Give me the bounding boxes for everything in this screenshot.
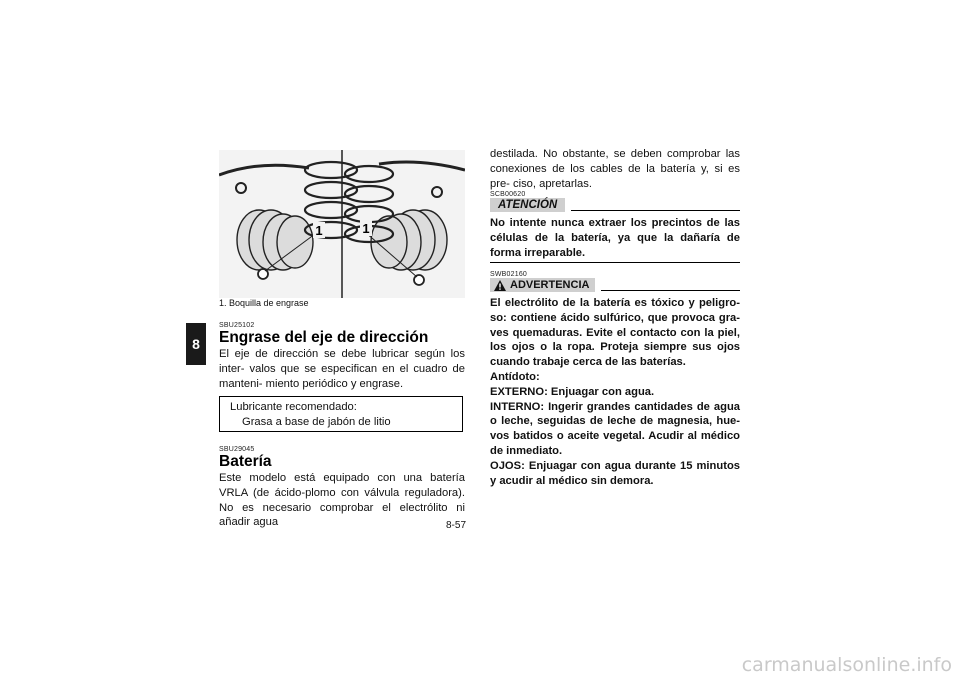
section-body: Este modelo está equipado con una batería VRLA (de ácido-plomo con válvula reguladora). No es necesario comprobar el electrólito ni añadir agua [219,472,465,529]
warning-badge [490,278,595,292]
lubricant-box [219,396,463,432]
lubricant-value: Grasa a base de jabón de litio [242,415,391,428]
watermark[interactable]: carmanualsonline.info [741,654,952,676]
steering-section [219,322,465,391]
caution-rule [571,210,740,211]
warning-text: El electrólito de la batería es tóxico y peligro- so: contiene ácido sulfúrico, que provoca gra- ves quemaduras. Evite el contacto con la piel, los ojos o la ropa. Proteja siempre sus ojos cuando trabaje cerca de las baterías. [490,297,740,369]
section-code: SBU25102 [219,322,255,329]
section-tab: 8 [186,323,206,365]
warning-label: ADVERTENCIA [510,279,590,291]
illustration-drawing [219,150,465,298]
continuation-text: destilada. No obstante, se deben comprobar las conexiones de los cables de la batería y, si es pre- ciso, apretarlas. [490,148,740,190]
section-heading: Batería [219,453,272,470]
callout-label: 1 [362,221,370,236]
section-heading: Engrase del eje de dirección [219,329,429,346]
warning-triangle-icon [494,280,506,291]
battery-section [219,446,465,530]
antidote-label: Antídoto: [490,370,540,383]
lubricant-label: Lubricante recomendado: [230,401,357,413]
internal-instruction: INTERNO: Ingerir grandes cantidades de agua o leche, seguidas de leche de magnesia, hue- vos batidos o aceite vegetal. Acudir al médico de inmediato. [490,400,740,457]
callout-label: 1 [315,223,323,238]
warning-body [490,296,740,488]
battery-continuation [490,147,740,191]
caution-code: SCB00620 [490,191,526,198]
external-instruction: EXTERNO: Enjuagar con agua. [490,385,655,398]
figure-caption: 1. Boquilla de engrase [219,298,309,308]
warning-header [490,278,740,292]
section-body: El eje de dirección se debe lubricar según los inter- valos que se especifican en el cuadro de manteni- miento periódico y engrase. [219,348,465,390]
caution-header [490,198,740,212]
steering-shaft-illustration [219,150,465,298]
caution-badge: ATENCIÓN [490,198,565,212]
warning-rule [601,290,740,291]
caution-end-rule [490,262,740,263]
section-code: SBU29045 [219,446,255,453]
warning-code: SWB02160 [490,271,528,278]
caution-text: No intente nunca extraer los precintos de las células de la batería, ya que la dañaría de forma irreparable. [490,217,740,259]
page-number: 8-57 [446,520,467,531]
eyes-instruction: OJOS: Enjuagar con agua durante 15 minutos y acudir al médico sin demora. [490,459,740,487]
